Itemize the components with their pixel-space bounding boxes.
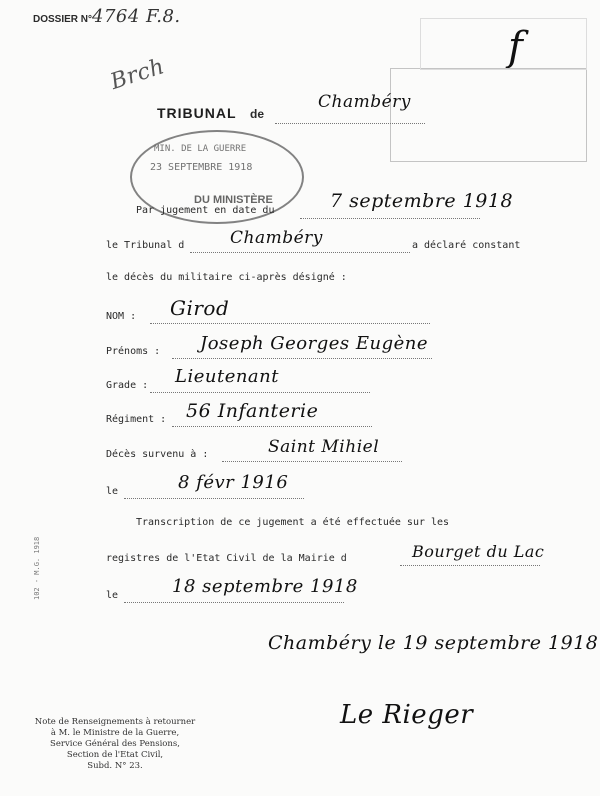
deces-date-dotline (124, 498, 304, 499)
dossier-number: 4764 F.8. (92, 6, 181, 27)
tribunal-d-label: le Tribunal d (106, 240, 185, 251)
corner-mark: f (508, 24, 524, 70)
stamp-line3: DU MINISTÈRE (194, 194, 273, 206)
transcription-line2: registres de l'Etat Civil de la Mairie d (106, 553, 347, 564)
footer-note-line1: Note de Renseignements à retourner (34, 717, 196, 727)
declared-label: a déclaré constant (412, 240, 521, 251)
deces-line: le décès du militaire ci-après désigné : (106, 272, 347, 283)
grade-dotline (150, 392, 370, 393)
city-dotline (190, 252, 410, 253)
transcription-line1: Transcription de ce jugement a été effectuée sur les (136, 517, 450, 528)
deces-lieu-value: Saint Mihiel (268, 437, 380, 457)
grade-value: Lieutenant (175, 366, 279, 387)
nom-label: NOM : (106, 311, 137, 322)
prenoms-label: Prénoms : (106, 346, 161, 357)
footer-note-line2: à M. le Ministre de la Guerre, (50, 728, 180, 738)
regiment-label: Régiment : (106, 414, 167, 425)
judgement-city: Chambéry (230, 228, 323, 248)
footer-note-line3: Service Général des Pensions, (50, 739, 180, 749)
deces-date-value: 8 févr 1916 (178, 472, 289, 493)
nom-dotline (150, 323, 430, 324)
footer-note (20, 717, 210, 772)
tribunal-de: de (250, 107, 265, 121)
mairie-value: Bourget du Lac (412, 542, 545, 561)
deces-survenu-label: Décès survenu à : (106, 449, 209, 460)
regiment-dotline (172, 426, 372, 427)
prenoms-value: Joseph Georges Eugène (200, 333, 429, 354)
place-date: Chambéry le 19 septembre 1918 (268, 632, 599, 654)
par-jugement-label: Par jugement en date du (136, 205, 275, 216)
deces-lieu-dotline (222, 461, 402, 462)
jugement-date: 7 septembre 1918 (330, 190, 514, 212)
regiment-value: 56 Infanterie (186, 400, 319, 422)
blank-stamp-area (390, 68, 587, 162)
mairie-dotline (400, 565, 540, 566)
footer-note-line5: Subd. N° 23. (87, 761, 143, 771)
blank-stamp-area-top (420, 18, 587, 70)
pencil-annotation: Brch (107, 54, 168, 95)
dossier-label: DOSSIER N° (33, 14, 93, 25)
signature: Le Rieger (340, 700, 474, 730)
stamp-line2: 23 SEPTEMBRE 1918 (150, 162, 253, 173)
prenoms-dotline (172, 358, 432, 359)
stamp-line1: MIN. DE LA GUERRE (154, 144, 247, 154)
transcription-le-label: le (106, 590, 119, 601)
grade-label: Grade : (106, 380, 149, 391)
deces-le-label: le (106, 486, 119, 497)
nom-value: Girod (170, 296, 230, 320)
tribunal-dotline (275, 123, 425, 124)
tribunal-heading: TRIBUNAL (157, 105, 237, 121)
transcription-date-dotline (124, 602, 344, 603)
footer-note-line4: Section de l'Etat Civil, (66, 750, 164, 760)
jugement-dotline (300, 218, 480, 219)
tribunal-city: Chambéry (318, 92, 411, 112)
side-form-code: 102 - M.G. 1918 (33, 536, 41, 600)
transcription-date-value: 18 septembre 1918 (172, 576, 358, 597)
